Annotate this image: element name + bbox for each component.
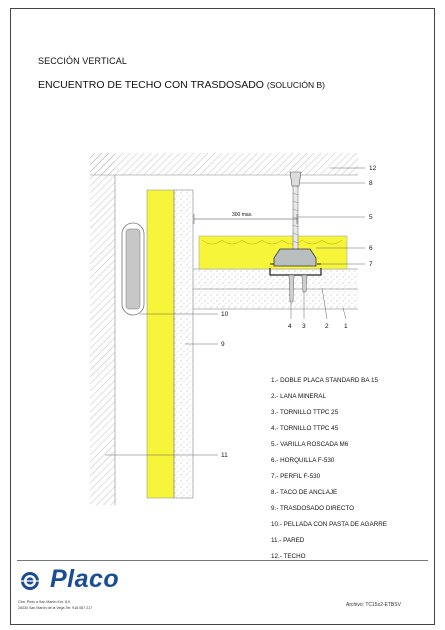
legend-item-8: 8.- TACO DE ANCLAJE: [271, 489, 338, 496]
callout-10: 10: [221, 311, 229, 318]
anchor-plug: [290, 172, 301, 186]
legend-item-5: 5.- VARILLA ROSCADA M6: [271, 441, 349, 448]
legend-item-9: 9.- TRASDOSADO DIRECTO: [271, 505, 355, 512]
title-main: ENCUENTRO DE TECHO CON TRASDOSADO: [38, 79, 264, 91]
legend-item-1: 1.- DOBLE PLACA STANDARD BA 15: [271, 377, 378, 384]
address-line-2: 28330 San Martín de la Vega Tel: 918 087 217: [18, 606, 93, 610]
legend-item-12: 12.- TECHO: [271, 553, 306, 560]
title-note: (SOLUCIÓN B): [266, 80, 325, 90]
callout-5: 5: [369, 214, 373, 221]
legend-item-3: 3.- TORNILLO TTPC 25: [271, 409, 339, 416]
callout-9: 9: [221, 341, 225, 348]
callout-8: 8: [369, 180, 373, 187]
archive-reference: Archivo: TC15x2-ETBSV: [346, 602, 401, 608]
adhesive-daubs: [122, 223, 144, 315]
callout-11: 11: [221, 452, 228, 459]
section-label: SECCIÓN VERTICAL: [38, 56, 127, 66]
legend-item-4: 4.- TORNILLO TTPC 45: [271, 425, 339, 432]
hanger-clip: [274, 249, 316, 266]
address-line-1: Ctra. Pinto a San Martín Km. 8,9: [18, 600, 70, 604]
callout-3: 3: [302, 323, 306, 330]
legend-item-2: 2.- LANA MINERAL: [271, 393, 326, 400]
legend-item-11: 11.- PARED: [271, 537, 305, 544]
callout-7: 7: [369, 261, 373, 268]
wall: [90, 153, 115, 505]
placo-logo-icon: [18, 570, 48, 592]
legend-item-6: 6.- HORQUILLA F-530: [271, 457, 335, 464]
footer-divider: [17, 560, 428, 561]
callout-4: 4: [288, 323, 292, 330]
legend-item-10: 10.- PELLADA CON PASTA DE AGARRE: [271, 521, 387, 528]
callout-12: 12: [369, 165, 377, 172]
callout-6: 6: [369, 245, 373, 252]
legend-item-7: 7.- PERFIL F-530: [271, 473, 321, 480]
dimension-label: 300 max.: [232, 212, 253, 218]
wall-lining-insulation: [147, 190, 174, 498]
ceiling-slab: [90, 153, 358, 175]
callout-2: 2: [325, 323, 329, 330]
brand-name: Placo: [50, 565, 120, 593]
callout-1: 1: [344, 323, 348, 330]
